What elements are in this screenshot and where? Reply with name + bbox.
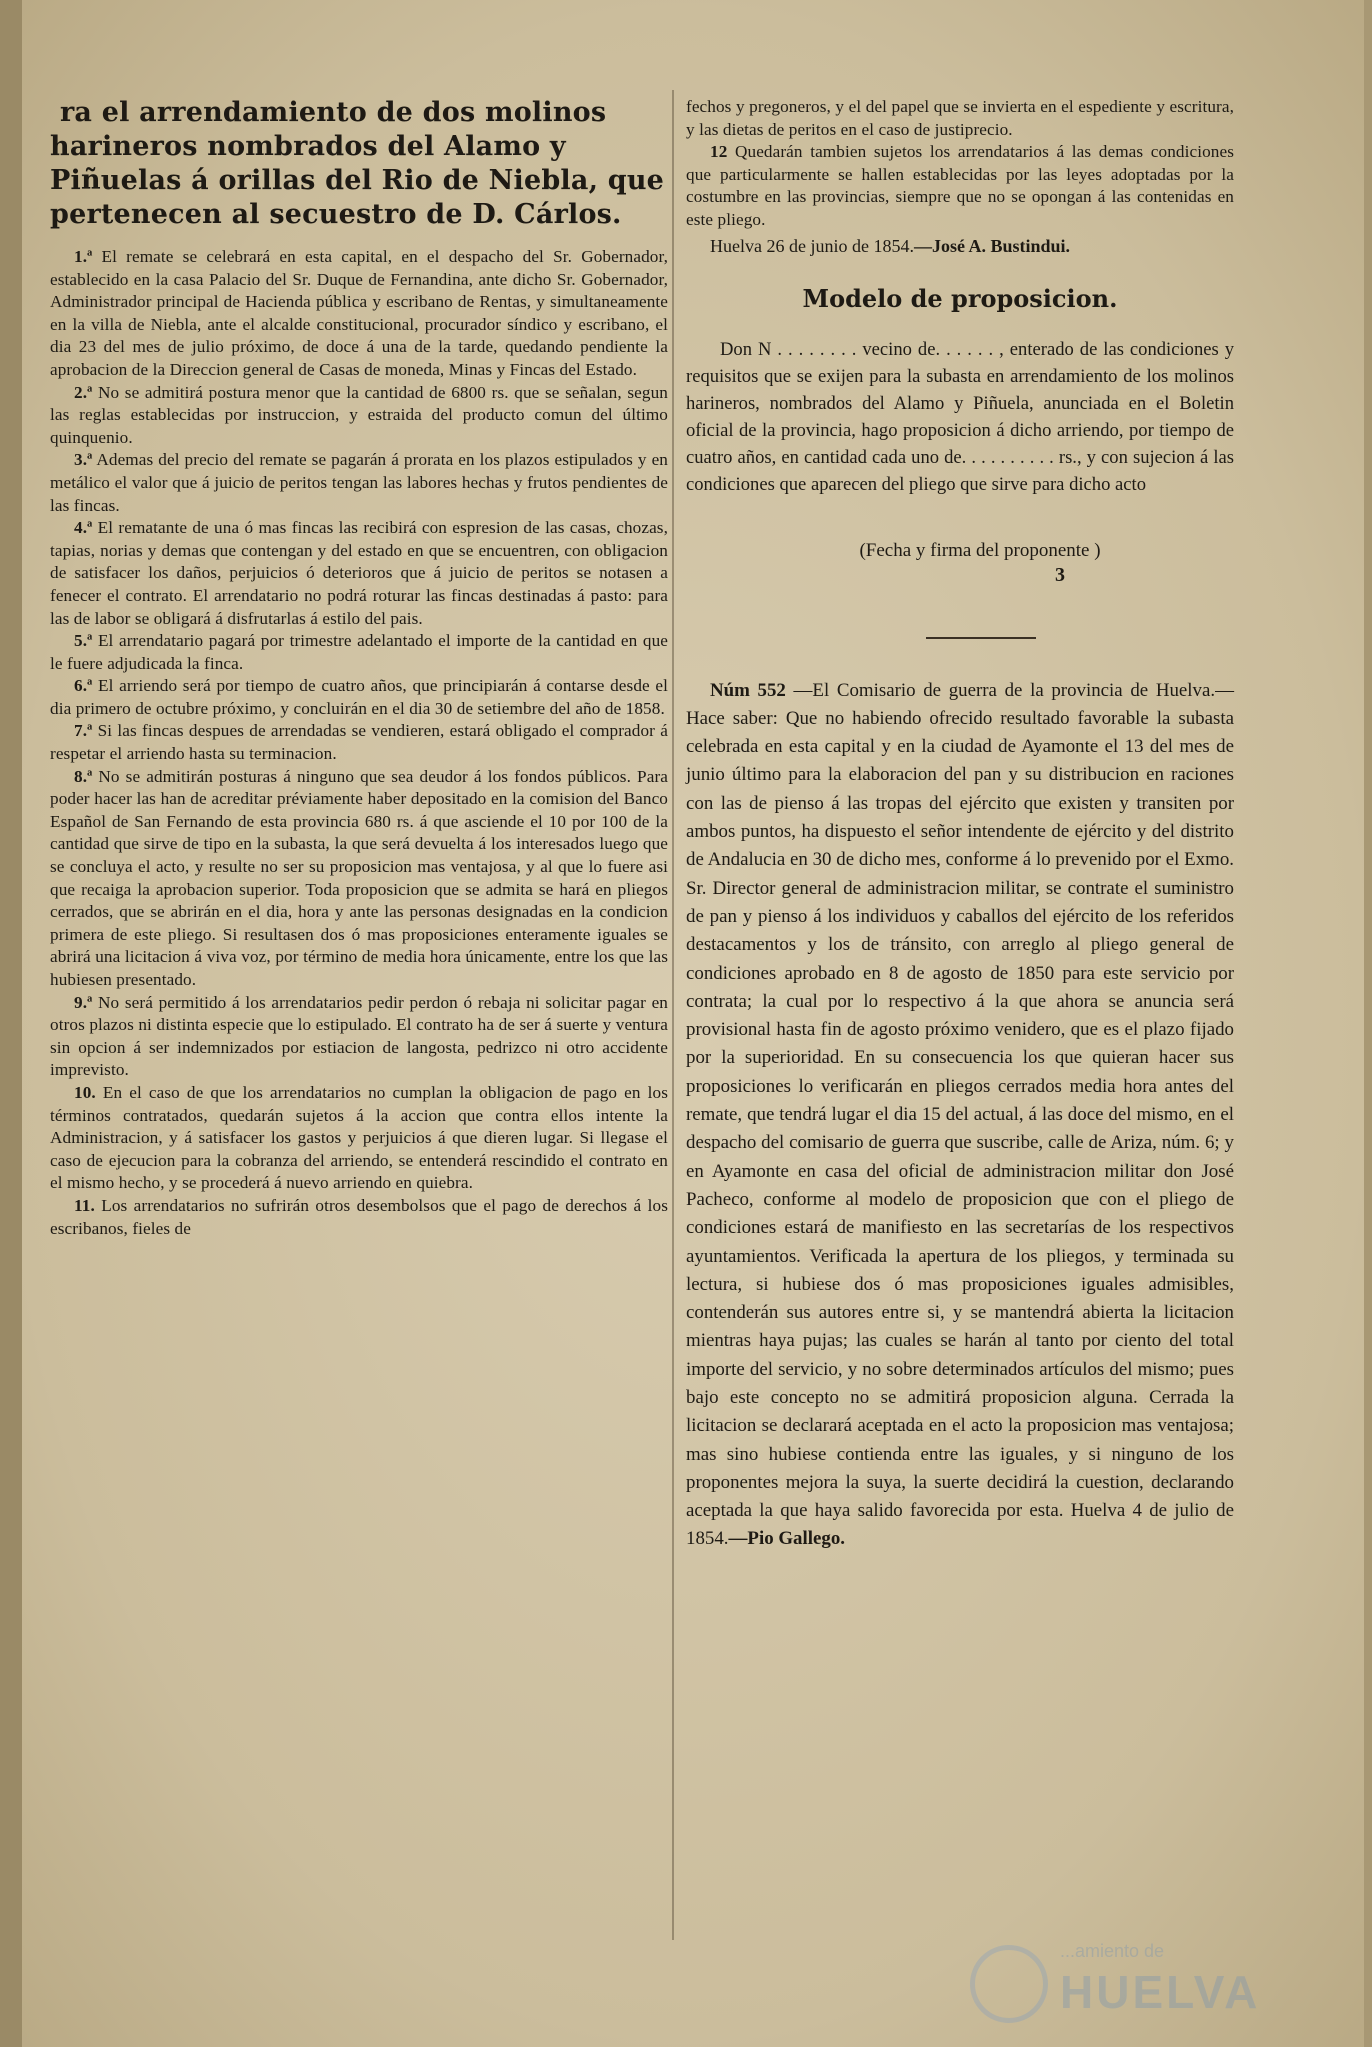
clause-9 [50, 992, 668, 1082]
left-column [50, 96, 668, 1240]
clause-number: 11. [74, 1195, 95, 1215]
clause-text: Ademas del precio del remate se pagarán á prorata en los plazos estipulados y en metálico el valor que á juicio de peritos tengan las labores hechas y frutos pendientes de las fincas. [50, 450, 668, 515]
notice-number: Núm 552 [710, 679, 786, 701]
clause-text: No se admitirá postura menor que la cantidad de 6800 rs. que se señalan, segun las reglas establecidas por instruccion, y estraida del producto comun del último quinquenio. [50, 382, 668, 447]
clause-text: El arrendatario pagará por trimestre adelantado el importe de la cantidad en que le fuere adjudicada la finca. [50, 631, 668, 673]
clause-12 [686, 141, 1234, 231]
clause-2 [50, 382, 668, 450]
watermark-small-text: ...amiento de [1060, 1941, 1165, 1961]
page-edge-left [0, 0, 22, 2047]
clause-text: No será permitido á los arrendatarios pedir perdon ó rebaja ni solicitar pagar en otros plazos ni distinta especie que lo estipulado. El contrato ha de ser á suerte y ventura sin opcion á ser indemnizados por estiacion de langosta, pedrizco ni otro accidente imprevisto. [50, 992, 669, 1080]
firma-line: (Fecha y firma del proponente ) [859, 539, 1101, 561]
clause-8 [50, 766, 668, 992]
clause-number: 5.ª [74, 631, 93, 651]
notice-signature: —Pio Gallego. [728, 1528, 845, 1550]
clause-number: 12 [710, 142, 728, 162]
clause-number: 4.ª [74, 518, 93, 538]
column-divider [672, 90, 674, 1940]
model-text: Don N . . . . . . . . vecino de. . . . . . , enterado de las condiciones y requisitos que se exijen para la subasta en arrendamiento de los molinos harineros, nombrados del Alamo y Piñuela, anunciada en el Boletin oficial de la provincia, hago proposicion á dicho arriendo, por tiempo de cuatro años, en cantidad cada uno de. . . . . . . . . . rs., y con sujecion á las condiciones que aparecen del pliego que sirve para dicho acto [686, 338, 1234, 495]
clause-number: 8.ª [74, 766, 93, 786]
notice-552 [686, 677, 1234, 1554]
clause-7 [50, 720, 668, 765]
clause-3 [50, 449, 668, 517]
clause-number: 7.ª [74, 721, 93, 741]
page-edge-right [1364, 0, 1372, 2047]
signature-place-date: Huelva 26 de junio de 1854. [710, 235, 914, 256]
clause-text: Quedarán tambien sujetos los arrendatarios á las demas condiciones que particularmente se hallen establecidas por las leyes adoptadas por la costumbre en las provincias, siempre que no se opongan á las contenidas en este pliego. [686, 142, 1234, 229]
clause-text: El arriendo será por tiempo de cuatro años, que principiarán á contarse desde el dia primero de octubre próximo, y concluirán en el dia 30 de setiembre del año de 1858. [50, 676, 668, 718]
auction-title: ra el arrendamiento de dos molinos harineros nombrados del Alamo y Piñuelas á orillas del Rio de Niebla, que pertenecen al secuestro de D. Cárlos. [50, 97, 665, 230]
clause-text: El rematante de una ó mas fincas las recibirá con espresion de las casas, chozas, tapias, norias y demas que contengan y del estado en que se encuentren, con obligacion de satisfacer los daños, perjuicios ó deterioros que á juicio de peritos se notasen a fenecer el contrato. El arrendatario no podrá roturar las fincas destinadas á pasto: para las de labor se obligará á disfrutarlas á estilo del pais. [50, 518, 668, 628]
signature-line [686, 234, 1234, 258]
firma-number: 3 [1055, 563, 1065, 586]
archive-watermark [970, 1939, 1290, 2019]
clause-number: 6.ª [74, 676, 93, 696]
model-title: Modelo de proposicion. [802, 283, 1118, 313]
signature-name: —José A. Bustindui. [913, 235, 1071, 256]
clause-text: Los arrendatarios no sufrirán otros desembolsos que el pago de derechos á los escribanos, fieles de [50, 1195, 668, 1238]
clause-text: El remate se celebrará en esta capital, en el despacho del Sr. Gobernador, establecido en la casa Palacio del Sr. Duque de Fernandina, ante dicho Sr. Gobernador, Administrador principal de Hacienda pública y escribano de Rentas, y simultaneamente en la villa de Niebla, ante el alcalde constitucional, procurador síndico y escribano, el dia 23 del mes de julio próximo, de doce á una de la tarde, quedando pendiente la aprobacion de la Direccion general de Casas de moneda, Minas y Fincas del Estado. [50, 247, 668, 379]
clause-text: En el caso de que los arrendatarios no cumplan la obligacion de pago en los términos contratados, quedarán sujetos á la accion que contra ellos intente la Administracion, y á satisfacer los gastos y perjuicios á que dieren lugar. Si llegase el caso de ejecucion para la cobranza del arriendo, se entenderá rescindido el contrato en el mismo hecho, y se procederá á nuevo arriendo en quiebra. [50, 1082, 668, 1193]
clause-list [50, 246, 668, 1240]
clause-number: 3.ª [74, 450, 93, 470]
clause-text: Si las fincas despues de arrendadas se vendieren, estará obligado el comprador á respetar el arriendo hasta su terminacion. [50, 721, 668, 764]
right-column [686, 96, 1234, 1554]
clause-11-continuation: fechos y pregoneros, y el del papel que se invierta en el espediente y escritura, y las dietas de peritos en el caso de justiprecio. [686, 97, 1234, 139]
section-separator [926, 637, 1036, 639]
clause-text: No se admitirán posturas á ninguno que sea deudor á los fondos públicos. Para poder hacer las han de acreditar préviamente haber depositado en la comision del Banco Español de San Fernando de esta provincia 680 rs. á que asciende el 10 por 100 de la cantidad que sirve de tipo en la subasta, la que será devuelta á los interesados luego que se concluya el acto, y resulte no ser su proposicion mas ventajosa, y al que lo fuere asi que recaiga la aprobacion superior. Toda proposicion que se admita se hará en pliegos cerrados, que se abrirán en el dia, hora y ante las personas designadas en la condicion primera de este pliego. Si resultasen dos ó mas proposiciones enteramente iguales se abrirá una licitacion á viva voz, por término de media hora únicamente, entre los que las hubiesen presentado. [50, 766, 668, 989]
watermark-big-text: HUELVA [1060, 1966, 1261, 2018]
clause-number: 2.ª [74, 382, 93, 402]
clause-6 [50, 675, 668, 720]
clause-number: 10. [74, 1082, 96, 1102]
notice-text: —El Comisario de guerra de la provincia de Huelva.—Hace saber: Que no habiendo ofrecido resultado favorable la subasta celebrada en esta capital y en la ciudad de Ayamonte el 13 del mes de junio último para la elaboracion del pan y su distribucion en raciones con las de pienso á las tropas del ejército que existen y transiten por ambos puntos, ha dispuesto el señor intendente de ejército y del distrito de Andalucia en 30 de dicho mes, conforme á lo prevenido por el Exmo. Sr. Director general de administracion militar, se contrate el suministro de pan y pienso á los individuos y caballos del ejército de los referidos destacamentos y los de tránsito, con arreglo al pliego general de condiciones aprobado en 8 de agosto de 1850 para este servicio por contrata; la cual por lo respectivo á la que ahora se anuncia será provisional hasta fin de agosto próximo venidero, que es el plazo fijado por la superioridad. En su consecuencia los que quieran hacer sus proposiciones lo verificarán en pliegos cerrados media hora antes del remate, que tendrá lugar el dia 15 del actual, á las doce del mismo, en el despacho del comisario de guerra que suscribe, calle de Ariza, núm. 6; y en Ayamonte en casa del oficial de administracion militar don José Pacheco, conforme al modelo de proposicion que con el pliego de condiciones estará de manifiesto en las secretarías de los respectivos ayuntamientos. Verificada la apertura de los pliegos, y terminada su lectura, si hubiese dos ó mas proposiciones iguales admisibles, contenderán sus autores entre si, y se mantendrá abierta la licitacion mientras haya pujas; las cuales se harán al tanto por ciento del total importe del servicio, y no sobre determinados artículos del mismo; pues bajo este concepto no se admitirá proposicion alguna. Cerrada la licitacion se declarará aceptada en el acto la proposicion mas ventajosa; mas sino hubiese contienda entre las iguales, y si ninguno de los proponentes mejora la suya, la suerte decidirá la cuestion, declarando aceptada la que haya salido favorecida por esta. Huelva 4 de julio de 1854. [686, 679, 1234, 1550]
clause-5 [50, 630, 668, 675]
clause-11 [50, 1195, 668, 1240]
clause-number: 1.ª [74, 247, 93, 266]
clause-10 [50, 1082, 668, 1195]
clause-number: 9.ª [74, 992, 93, 1012]
clause-4 [50, 517, 668, 630]
watermark-logo-icon [970, 1945, 1048, 2023]
clause-1 [50, 246, 668, 382]
